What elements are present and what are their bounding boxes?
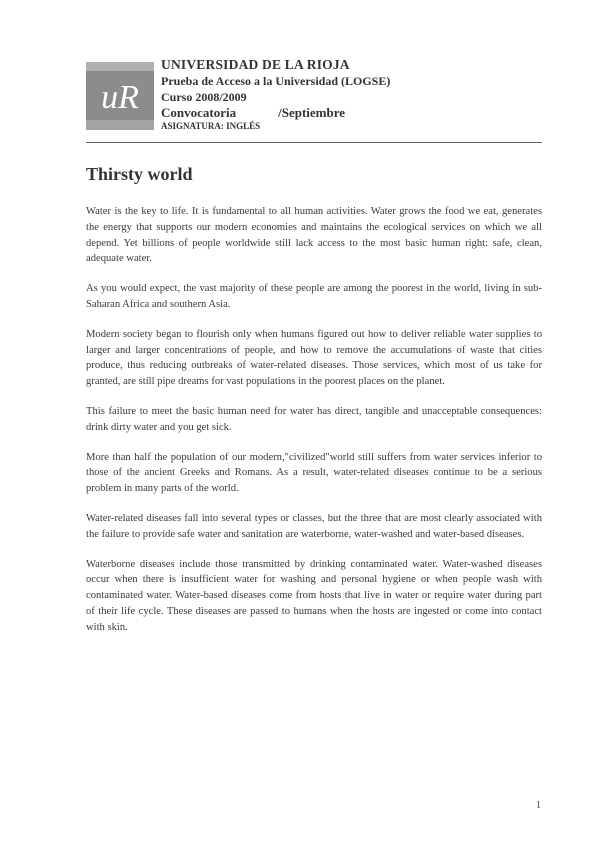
text-title: Thirsty world: [86, 164, 193, 184]
subject-label: ASIGNATURA: INGLÉS: [161, 121, 261, 131]
reading-text: [86, 204, 542, 650]
page-number: 1: [536, 800, 541, 811]
university-logo-icon: [86, 62, 154, 130]
exam-name: Prueba de Acceso a la Universidad (LOGSE): [161, 74, 391, 88]
university-name: UNIVERSIDAD DE LA RIOJA: [161, 57, 350, 72]
header-divider: [86, 142, 542, 143]
paragraph-5: More than half the population of our modern,"civilized"world still suffers from water services inferior to those of the ancient Greeks and Romans. As a result, water-related diseases continue to be a serious problem in many parts of the world.: [86, 451, 542, 495]
paragraph-3: Modern society began to flourish only when humans figured out how to deliver reliable water supplies to larger and larger concentrations of people, and how to remove the accumulations of waste that cities produce, thus reducing outbreaks of water-related diseases. Those services, which most of us take for granted, are still pipe dreams for vast populations in the poorest places on the planet.: [86, 328, 542, 388]
paragraph-4: This failure to meet the basic human need for water has direct, tangible and unacceptable consequences: drink dirty water and you get sick.: [86, 405, 542, 433]
paragraph-7: Waterborne diseases include those transmitted by drinking contaminated water. Water-washed diseases occur when there is insufficient water for washing and personal hygiene or when people wash with contaminated water. Water-based diseases come from hosts that live in water or require water during part of their life cycle. These diseases are passed to humans when the hosts are ingested or come into contact with skin.: [86, 558, 542, 633]
university-logo: [86, 62, 154, 130]
call-suffix: /Septiembre: [278, 105, 346, 120]
paragraph-6: Water-related diseases fall into several types or classes, but the three that are most clearly associated with the failure to provide safe water and sanitation are waterborne, water-washed and water-based diseases.: [86, 512, 542, 540]
paragraph-2: As you would expect, the vast majority of these people are among the poorest in the world, living in sub-Saharan Africa and southern Asia.: [86, 283, 542, 310]
paragraph-1: Water is the key to life. It is fundamental to all human activities. Water grows the food we eat, generates the energy that supports our modern economies and maintains the ecological services on which we all depend. Yet billions of people worldwide still lack access to the most basic human right: safe, clean, adequate water.: [86, 206, 542, 265]
course-year: Curso 2008/2009: [161, 90, 247, 104]
exam-header: [161, 57, 390, 132]
logo-text: uR: [101, 79, 139, 116]
exam-call: [161, 105, 390, 121]
call-prefix: Convocatoria: [161, 105, 237, 120]
